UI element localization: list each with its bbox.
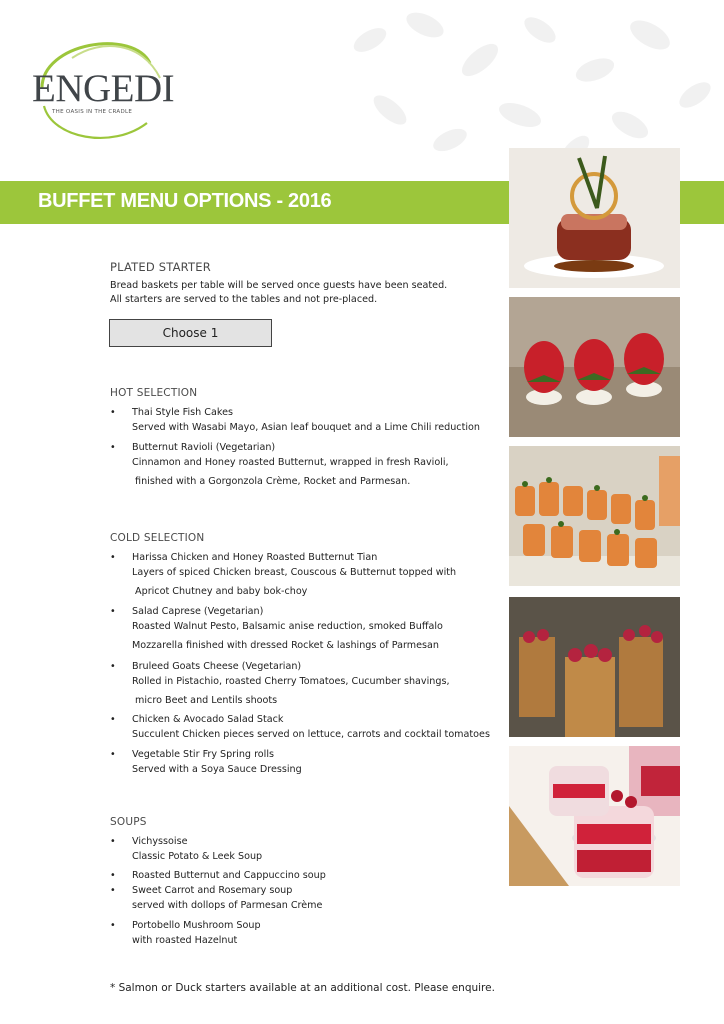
photo-berry-trifle	[509, 746, 680, 886]
plated-starter-title: PLATED STARTER	[110, 260, 211, 274]
menu-item-name: Salad Caprese (Vegetarian)	[132, 606, 264, 617]
bullet: •	[110, 920, 116, 931]
photo-strawberries	[509, 297, 680, 437]
bullet: •	[110, 552, 116, 563]
bullet: •	[110, 714, 116, 725]
engedi-logo	[22, 28, 175, 150]
logo-tagline: THE OASIS IN THE CRADLE	[52, 109, 133, 115]
menu-item-desc: Served with a Soya Sauce Dressing	[132, 764, 302, 775]
bullet: •	[110, 870, 116, 881]
menu-item-name: Butternut Ravioli (Vegetarian)	[132, 442, 276, 453]
bullet: •	[110, 749, 116, 760]
hot-selection-title: HOT SELECTION	[110, 387, 198, 399]
bullet: •	[110, 407, 116, 418]
photo-plated-duck	[509, 148, 680, 288]
photo-salmon-canapes	[509, 446, 680, 586]
footer-note: * Salmon or Duck starters available at an additional cost. Please enquire.	[110, 982, 495, 994]
menu-item-desc: served with dollops of Parmesan Crème	[132, 900, 323, 911]
menu-item-desc: Classic Potato & Leek Soup	[132, 851, 263, 862]
menu-item-desc: finished with a Gorgonzola Crème, Rocket and Parmesan.	[132, 476, 411, 487]
logo-name: ENGEDI	[32, 67, 175, 110]
menu-item-desc: Cinnamon and Honey roasted Butternut, wrapped in fresh Ravioli,	[132, 457, 449, 468]
bullet: •	[110, 836, 116, 847]
menu-item-desc: Roasted Walnut Pesto, Balsamic anise reduction, smoked Buffalo	[132, 621, 443, 632]
menu-item-name: Portobello Mushroom Soup	[132, 920, 261, 931]
menu-item-name: Vegetable Stir Fry Spring rolls	[132, 749, 275, 760]
cold-selection-title: COLD SELECTION	[110, 532, 205, 544]
menu-item-desc: Rolled in Pistachio, roasted Cherry Tomatoes, Cucumber shavings,	[132, 676, 450, 687]
menu-item-name: Vichyssoise	[132, 836, 188, 847]
menu-item-desc: Layers of spiced Chicken breast, Couscous & Butternut topped with	[132, 567, 457, 578]
menu-item-name: Roasted Butternut and Cappuccino soup	[132, 870, 326, 881]
soups-title: SOUPS	[110, 816, 147, 828]
bullet: •	[110, 885, 116, 896]
menu-item-name: Chicken & Avocado Salad Stack	[132, 714, 284, 725]
bullet: •	[110, 442, 116, 453]
menu-item-desc: with roasted Hazelnut	[132, 935, 238, 946]
menu-item-name: Thai Style Fish Cakes	[132, 407, 233, 418]
menu-item-desc: Apricot Chutney and baby bok-choy	[132, 586, 308, 597]
choose-count-box: Choose 1	[109, 319, 272, 347]
menu-item-desc: Served with Wasabi Mayo, Asian leaf bouquet and a Lime Chili reduction	[132, 422, 480, 433]
plated-starter-line-1: Bread baskets per table will be served once guests have been seated.	[110, 280, 448, 291]
menu-item-name: Harissa Chicken and Honey Roasted Butternut Tian	[132, 552, 378, 563]
menu-item-desc: micro Beet and Lentils shoots	[132, 695, 278, 706]
bullet: •	[110, 661, 116, 672]
menu-item-desc: Mozzarella finished with dressed Rocket & lashings of Parmesan	[132, 640, 439, 651]
photo-raspberry-tartlets	[509, 597, 680, 737]
page-title: BUFFET MENU OPTIONS - 2016	[38, 190, 332, 212]
menu-item-desc: Succulent Chicken pieces served on lettuce, carrots and cocktail tomatoes	[132, 729, 490, 740]
bullet: •	[110, 606, 116, 617]
menu-item-name: Sweet Carrot and Rosemary soup	[132, 885, 293, 896]
menu-item-name: Bruleed Goats Cheese (Vegetarian)	[132, 661, 302, 672]
plated-starter-line-2: All starters are served to the tables and not pre-placed.	[110, 294, 378, 305]
